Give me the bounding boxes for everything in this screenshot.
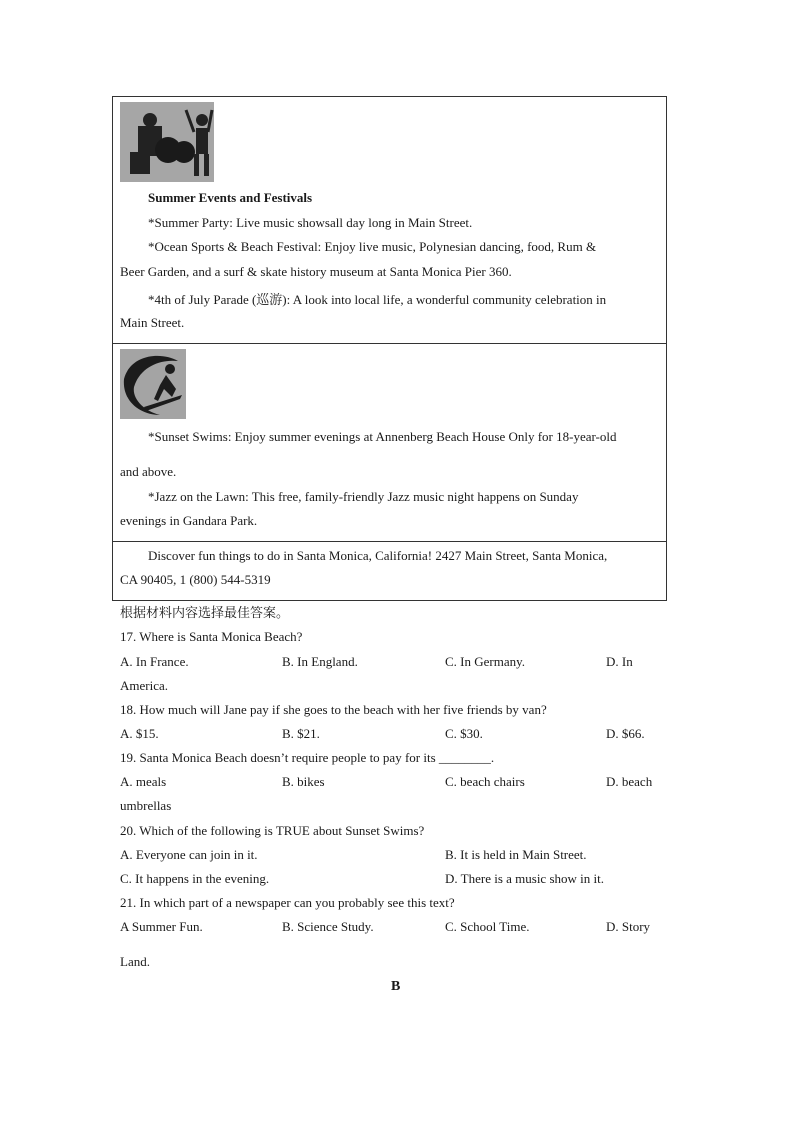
question-17-stem: 17. Where is Santa Monica Beach? — [120, 629, 303, 644]
question-21-option-a[interactable]: A Summer Fun. — [120, 919, 203, 934]
question-18-stem: 18. How much will Jane pay if she goes to the beach with her five friends by van? — [120, 702, 547, 717]
contact-line1: Discover fun things to do in Santa Monica, California! 2427 Main Street, Santa Monica, — [148, 548, 608, 563]
band-silhouette-icon — [120, 102, 214, 182]
question-18-option-b[interactable]: B. $21. — [282, 726, 320, 741]
question-21-option-b[interactable]: B. Science Study. — [282, 919, 374, 934]
question-21-option-d[interactable]: D. Story — [606, 919, 651, 934]
question-19-option-c[interactable]: C. beach chairs — [445, 774, 525, 789]
question-21-option-d-cont: Land. — [120, 954, 150, 969]
question-17-option-c[interactable]: C. In Germany. — [445, 654, 526, 669]
question-20-option-c[interactable]: C. It happens in the evening. — [120, 871, 270, 886]
surfer-silhouette-icon — [120, 349, 186, 419]
event-ocean-sports-line2: Beer Garden, and a surf & skate history museum at Santa Monica Pier 360. — [120, 264, 512, 279]
question-17-option-b[interactable]: B. In England. — [282, 654, 358, 669]
question-19-option-a[interactable]: A. meals — [120, 774, 167, 789]
event-parade-line2: Main Street. — [120, 315, 185, 330]
event-jazz-line1: *Jazz on the Lawn: This free, family-friendly Jazz music night happens on Sunday — [148, 489, 579, 504]
question-19-option-d-cont: umbrellas — [120, 798, 172, 813]
question-17-option-d[interactable]: D. In — [606, 654, 633, 669]
instruction: 根据材料内容选择最佳答案。 — [120, 606, 290, 621]
event-sunset-swims-line1: *Sunset Swims: Enjoy summer evenings at Annenberg Beach House Only for 18-year-old — [148, 429, 617, 444]
question-18-option-d[interactable]: D. $66. — [606, 726, 645, 741]
event-sunset-swims-line2: and above. — [120, 464, 177, 479]
question-18-option-c[interactable]: C. $30. — [445, 726, 483, 741]
question-21-stem: 21. In which part of a newspaper can you probably see this text? — [120, 895, 455, 910]
event-jazz-line2: evenings in Gandara Park. — [120, 513, 258, 528]
question-17-option-d-cont: America. — [120, 678, 169, 693]
band-silhouette-image — [120, 102, 214, 182]
question-20-option-d[interactable]: D. There is a music show in it. — [445, 871, 604, 886]
event-ocean-sports-line1: *Ocean Sports & Beach Festival: Enjoy live music, Polynesian dancing, food, Rum & — [148, 239, 597, 254]
question-18-option-a[interactable]: A. $15. — [120, 726, 159, 741]
question-21-option-c[interactable]: C. School Time. — [445, 919, 530, 934]
question-19-option-b[interactable]: B. bikes — [282, 774, 325, 789]
events-title: Summer Events and Festivals — [148, 190, 313, 205]
question-17-option-a[interactable]: A. In France. — [120, 654, 189, 669]
contact-line2: CA 90405, 1 (800) 544-5319 — [120, 572, 271, 587]
question-19-stem: 19. Santa Monica Beach doesn’t require people to pay for its ________. — [120, 750, 495, 765]
section-label: B — [391, 979, 401, 994]
question-19-option-d[interactable]: D. beach — [606, 774, 653, 789]
question-20-option-a[interactable]: A. Everyone can join in it. — [120, 847, 258, 862]
question-20-option-b[interactable]: B. It is held in Main Street. — [445, 847, 587, 862]
event-parade-line1: *4th of July Parade (巡游): A look into local life, a wonderful community celebration in — [148, 292, 607, 307]
event-summer-party: *Summer Party: Live music showsall day long in Main Street. — [148, 215, 473, 230]
question-20-stem: 20. Which of the following is TRUE about Sunset Swims? — [120, 823, 425, 838]
surfer-silhouette-image — [120, 349, 186, 419]
